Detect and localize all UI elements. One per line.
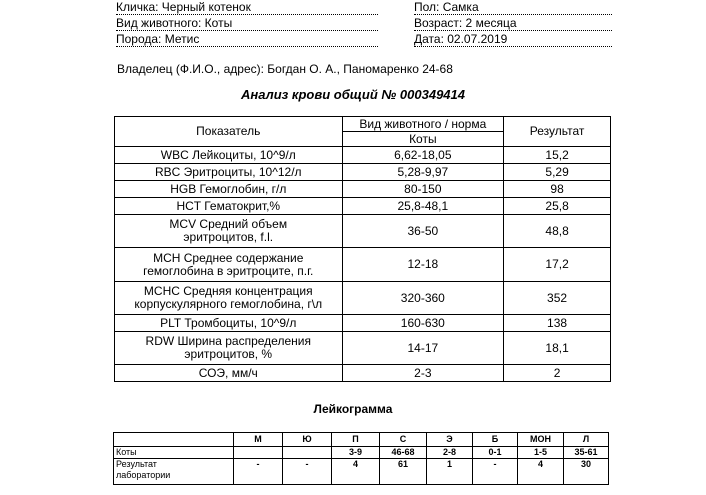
indicator-name: WBC Лейкоциты, 10^9/л	[115, 147, 343, 164]
leukogram-result-cell: -	[473, 459, 518, 485]
date-underline	[414, 46, 612, 47]
leukogram-result-row	[114, 459, 609, 485]
nickname-field: Кличка: Черный котенок	[116, 0, 251, 14]
col-norm-header: Вид животного / норма	[342, 117, 504, 132]
sex-field: Пол: Самка	[414, 0, 479, 14]
norm-value: 80-150	[342, 181, 504, 198]
breed-underline	[116, 46, 378, 47]
leukogram-table	[113, 432, 609, 485]
norm-value: 14-17	[342, 332, 504, 365]
breed-field: Порода: Метис	[116, 32, 200, 46]
result-value: 18,1	[504, 332, 611, 365]
norm-value: 25,8-48,1	[342, 198, 504, 215]
result-value: 48,8	[504, 215, 611, 248]
leukogram-result-cell: 4	[518, 459, 564, 485]
analysis-title: Анализ крови общий № 000349414	[241, 87, 465, 102]
result-value: 138	[504, 315, 611, 332]
indicator-name: RBC Эритроциты, 10^12/л	[115, 164, 343, 181]
col-result-header: Результат	[504, 117, 611, 147]
table-row	[115, 164, 611, 181]
blood-test-table	[114, 116, 611, 382]
sex-underline	[414, 14, 612, 15]
species-field: Вид животного: Коты	[116, 16, 233, 30]
date-field: Дата: 02.07.2019	[414, 32, 508, 46]
indicator-name: HCT Гематокрит,%	[115, 198, 343, 215]
leukogram-norm-cell: 1-5	[518, 447, 564, 459]
result-value: 98	[504, 181, 611, 198]
table-row	[115, 248, 611, 282]
norm-value: 160-630	[342, 315, 504, 332]
leukogram-result-cell: 1	[427, 459, 473, 485]
leukogram-norm-row	[114, 447, 609, 459]
leukogram-result-cell: 30	[564, 459, 609, 485]
leukogram-norm-cell: 46-68	[380, 447, 427, 459]
leukogram-col-header: М	[234, 433, 283, 447]
leukogram-header-row	[114, 433, 609, 447]
table-row	[115, 181, 611, 198]
leukogram-col-header: Б	[473, 433, 518, 447]
norm-value: 5,28-9,97	[342, 164, 504, 181]
leukogram-norm-label: Коты	[114, 447, 234, 459]
indicator-name: MCH Среднее содержание гемоглобина в эритроците, п.г.	[115, 248, 343, 282]
leukogram-col-header: П	[332, 433, 380, 447]
leukogram-col-header: С	[380, 433, 427, 447]
nickname-underline	[116, 14, 378, 15]
leukogram-col-header: Ю	[283, 433, 332, 447]
result-value: 2	[504, 365, 611, 382]
leukogram-norm-cell: 2-8	[427, 447, 473, 459]
indicator-name: СОЭ, мм/ч	[115, 365, 343, 382]
leukogram-title: Лейкограмма	[313, 402, 393, 416]
owner-field: Владелец (Ф.И.О., адрес): Богдан О. А., Паномаренко 24-68	[117, 62, 453, 76]
result-value: 17,2	[504, 248, 611, 282]
leukogram-col-header: Э	[427, 433, 473, 447]
age-underline	[414, 30, 612, 31]
table-row	[115, 147, 611, 164]
norm-value: 36-50	[342, 215, 504, 248]
species-underline	[116, 30, 378, 31]
norm-value: 2-3	[342, 365, 504, 382]
table-row	[115, 282, 611, 315]
leukogram-result-label: Результат лаборатории	[114, 459, 234, 485]
table-row	[115, 215, 611, 248]
indicator-name: MCV Средний объем эритроцитов, f.l.	[115, 215, 343, 248]
leukogram-norm-cell	[283, 447, 332, 459]
norm-value: 320-360	[342, 282, 504, 315]
indicator-name: MCHC Средняя концентрация корпускулярного гемоглобина, г\л	[115, 282, 343, 315]
leukogram-result-cell: -	[283, 459, 332, 485]
col-indicator-header: Показатель	[115, 117, 343, 147]
table-row	[115, 332, 611, 365]
leukogram-norm-cell: 0-1	[473, 447, 518, 459]
result-value: 15,2	[504, 147, 611, 164]
leukogram-result-cell: 4	[332, 459, 380, 485]
age-field: Возраст: 2 месяца	[414, 16, 517, 30]
result-value: 5,29	[504, 164, 611, 181]
table-row	[115, 365, 611, 382]
table-row	[115, 315, 611, 332]
norm-value: 12-18	[342, 248, 504, 282]
indicator-name: RDW Ширина распределения эритроцитов, %	[115, 332, 343, 365]
indicator-name: PLT Тромбоциты, 10^9/л	[115, 315, 343, 332]
result-value: 352	[504, 282, 611, 315]
norm-value: 6,62-18,05	[342, 147, 504, 164]
col-norm-species: Коты	[342, 132, 504, 147]
leukogram-norm-cell: 3-9	[332, 447, 380, 459]
leukogram-col-header: Л	[564, 433, 609, 447]
leukogram-result-cell: -	[234, 459, 283, 485]
result-value: 25,8	[504, 198, 611, 215]
leukogram-result-cell: 61	[380, 459, 427, 485]
leukogram-corner	[114, 433, 234, 447]
leukogram-norm-cell	[234, 447, 283, 459]
leukogram-col-header: МОН	[518, 433, 564, 447]
leukogram-norm-cell: 35-61	[564, 447, 609, 459]
indicator-name: HGB Гемоглобин, г/л	[115, 181, 343, 198]
table-row	[115, 198, 611, 215]
